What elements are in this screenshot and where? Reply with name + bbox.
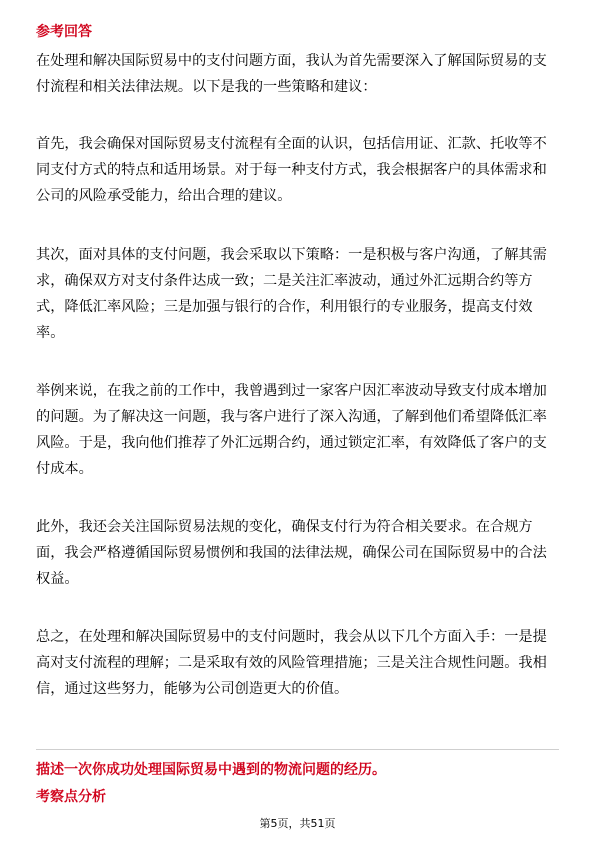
paragraph-line: 首先，我会确保对国际贸易支付流程有全面的认识，包括信用证、汇款、托收等不 (36, 136, 547, 152)
page-number-footer: 第5页，共51页 (259, 817, 336, 830)
answer-heading: 参考回答 (36, 24, 92, 40)
paragraph-line: 此外，我还会关注国际贸易法规的变化，确保支付行为符合相关要求。在合规方 (36, 519, 533, 535)
paragraph-line: 式，降低汇率风险；三是加强与银行的合作，利用银行的专业服务，提高支付效 (36, 299, 533, 315)
paragraph-6 (36, 624, 561, 702)
paragraph-line: 高对支付流程的理解；二是采取有效的风险管理措施；三是关注合规性问题。我相 (36, 655, 547, 671)
paragraph-line: 其次，面对具体的支付问题，我会采取以下策略：一是积极与客户沟通，了解其需 (36, 247, 547, 263)
paragraph-5 (36, 514, 561, 592)
paragraph-line: 付成本。 (36, 461, 93, 477)
paragraph-line: 的问题。为了解决这一问题，我与客户进行了深入沟通，了解到他们希望降低汇率 (36, 409, 547, 425)
paragraph-line: 权益。 (36, 571, 79, 587)
paragraph-1 (36, 48, 561, 100)
paragraph-2 (36, 131, 561, 209)
paragraph-line: 率。 (36, 325, 65, 341)
paragraph-line: 求，确保双方对支付条件达成一致；二是关注汇率波动，通过外汇远期合约等方 (36, 273, 533, 289)
next-question: 描述一次你成功处理国际贸易中遇到的物流问题的经历。 (36, 762, 386, 778)
paragraph-line: 举例来说，在我之前的工作中，我曾遇到过一家客户因汇率波动导致支付成本增加 (36, 383, 547, 399)
paragraph-line: 总之，在处理和解决国际贸易中的支付问题时，我会从以下几个方面入手：一是提 (36, 629, 547, 645)
paragraph-line: 公司的风险承受能力，给出合理的建议。 (36, 188, 292, 204)
paragraph-line: 同支付方式的特点和适用场景。对于每一种支付方式，我会根据客户的具体需求和 (36, 162, 547, 178)
paragraph-line: 面，我会严格遵循国际贸易惯例和我国的法律法规，确保公司在国际贸易中的合法 (36, 545, 547, 561)
paragraph-line: 风险。于是，我向他们推荐了外汇远期合约，通过锁定汇率，有效降低了客户的支 (36, 435, 547, 451)
paragraph-4 (36, 378, 561, 482)
analysis-heading: 考察点分析 (36, 789, 106, 805)
section-divider (36, 749, 559, 750)
paragraph-line: 付流程和相关法律法规。以下是我的一些策略和建议： (36, 79, 377, 95)
paragraph-line: 在处理和解决国际贸易中的支付问题方面，我认为首先需要深入了解国际贸易的支 (36, 53, 547, 69)
paragraph-3 (36, 242, 561, 346)
paragraph-line: 信，通过这些努力，能够为公司创造更大的价值。 (36, 681, 349, 697)
